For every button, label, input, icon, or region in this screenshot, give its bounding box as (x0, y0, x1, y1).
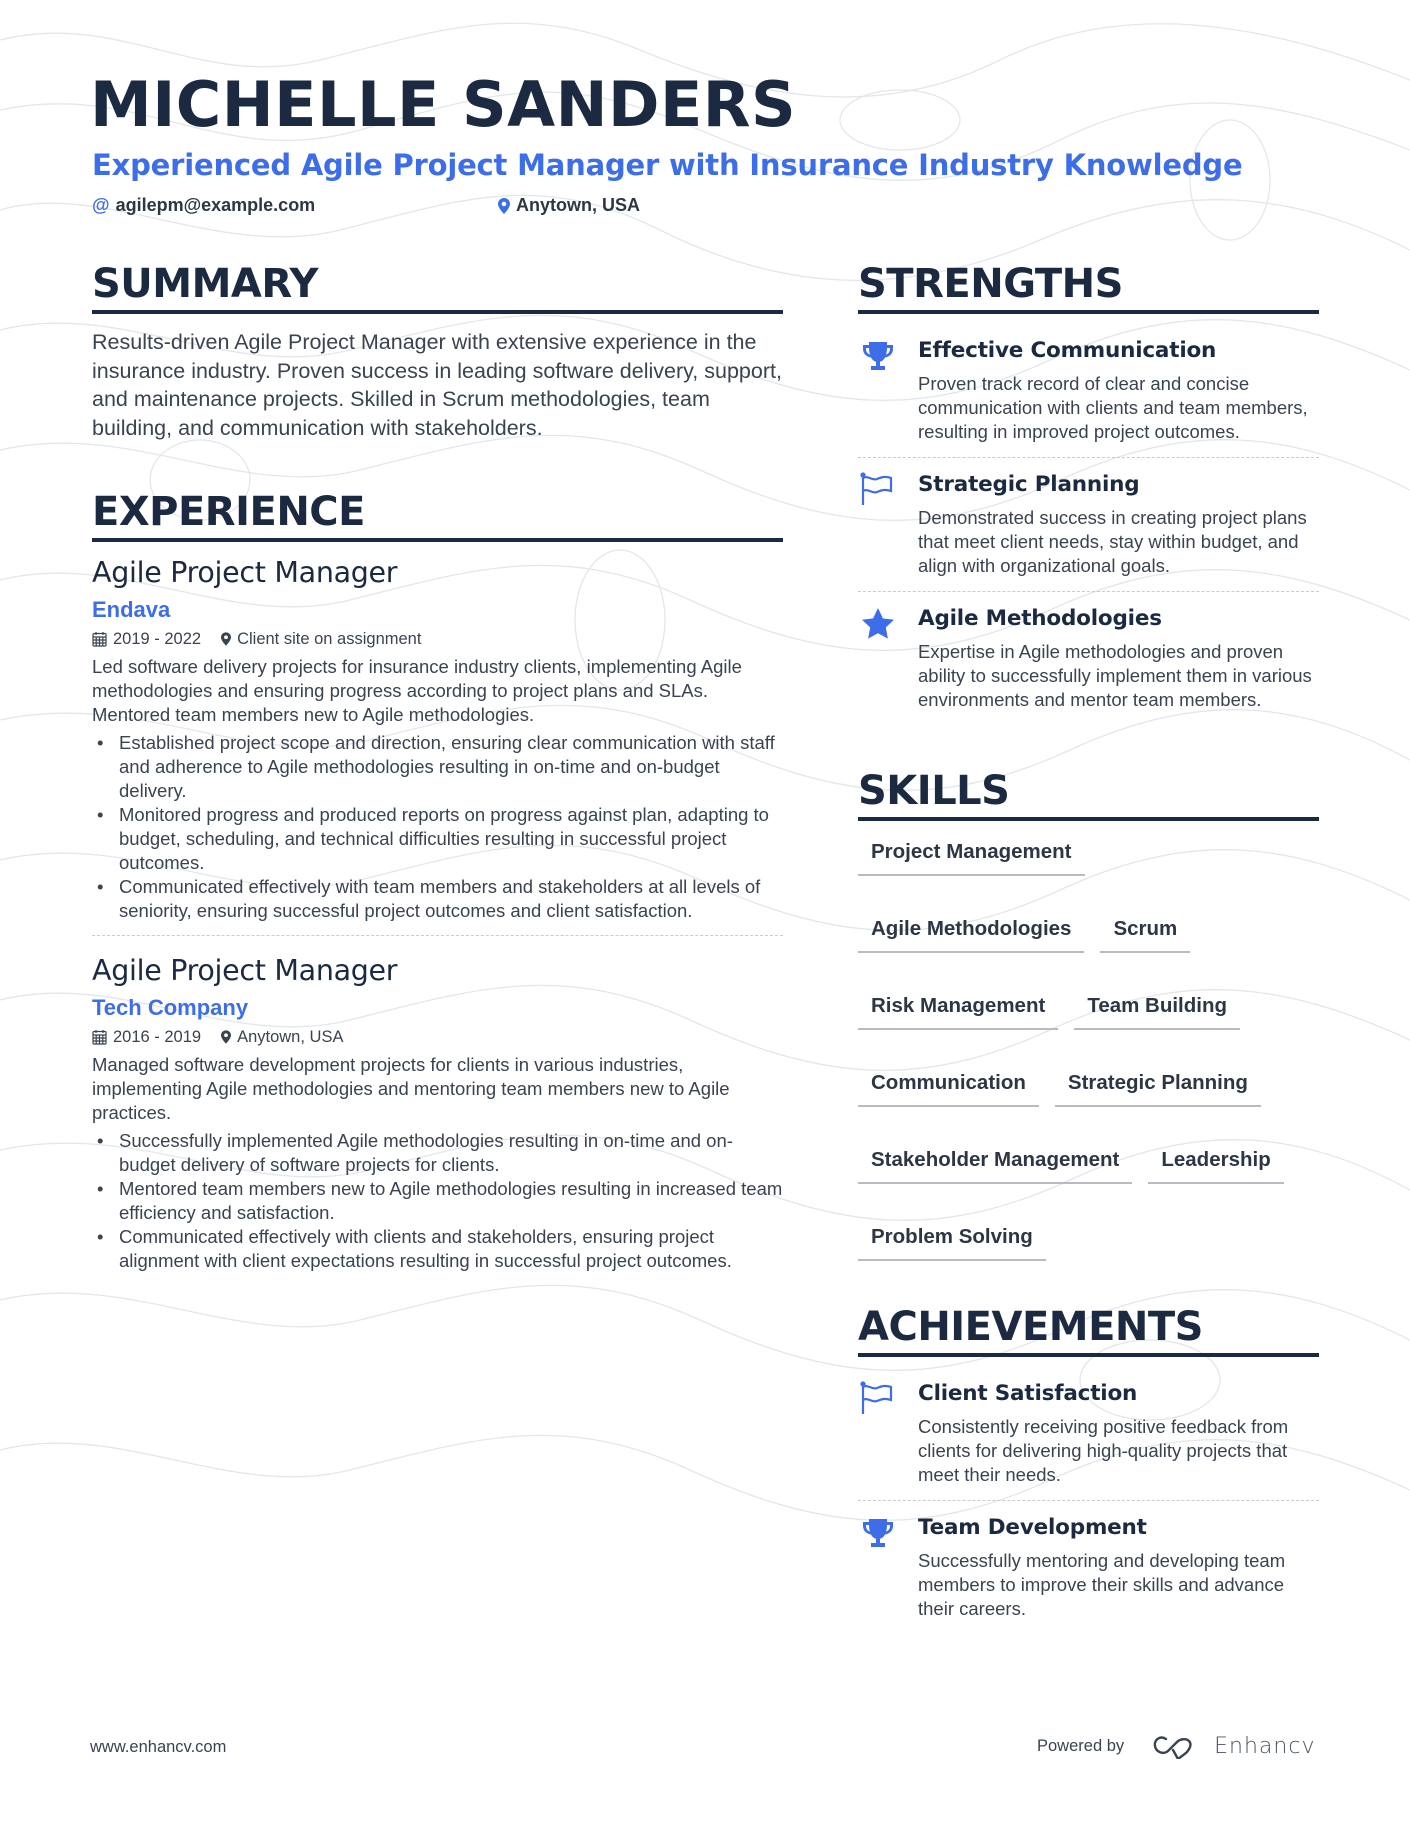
map-pin-icon (221, 1030, 231, 1044)
job-dates: 2016 - 2019 (113, 1028, 202, 1046)
job-bullet: • Communicated effectively with clients and stakeholders, ensuring project alignment with client expectations resulting in successful project outcomes. (92, 1225, 783, 1273)
section-title-achievements: ACHIEVEMENTS (858, 1305, 1319, 1357)
job-meta (92, 1026, 783, 1048)
skill-tag: Leadership (1148, 1143, 1283, 1184)
strength-title: Effective Communication (918, 338, 1217, 363)
calendar-icon (92, 631, 107, 647)
section-title-summary: SUMMARY (92, 262, 783, 314)
job-title: Agile Project Manager (92, 954, 398, 987)
enhancv-logo-icon (1152, 1733, 1200, 1759)
job-dates: 2019 - 2022 (113, 630, 202, 648)
job-description: Managed software development projects for clients in various industries, implementing Agile methodologies and mentoring team members new to Agile practices. (92, 1054, 730, 1123)
strength-description: Proven track record of clear and concise communication with clients and team members, resulting in improved project outcomes. (918, 373, 1308, 442)
achievements-list (858, 1367, 1319, 1634)
powered-by-label: Powered by (1037, 1736, 1125, 1755)
section-title-strengths: STRENGTHS (858, 262, 1319, 314)
flag-icon (860, 1381, 896, 1417)
achievements-section (858, 1305, 1319, 1634)
achievement-title: Client Satisfaction (918, 1381, 1138, 1406)
section-title-experience: EXPERIENCE (92, 490, 783, 542)
skills-section (858, 769, 1319, 1261)
job-bullets (92, 1129, 783, 1273)
skill-tag: Risk Management (858, 989, 1058, 1030)
job-bullet: • Successfully implemented Agile methodologies resulting in on-time and on-budget delivery of software projects for clients. (92, 1129, 783, 1177)
experience-item (92, 935, 783, 1273)
job-location: Anytown, USA (237, 1028, 344, 1046)
skill-tag: Problem Solving (858, 1220, 1046, 1261)
email-text: agilepm@example.com (115, 195, 316, 215)
contact-location (498, 195, 640, 216)
footer-website-link[interactable]: www.enhancv.com (90, 1738, 227, 1756)
star-icon (860, 606, 896, 642)
strengths-list (858, 324, 1319, 725)
achievement-item (858, 1367, 1319, 1500)
at-icon: @ (92, 195, 110, 215)
job-bullet: • Monitored progress and produced reports on progress against plan, adapting to budget, scheduling, and technical difficulties resulting in successful project outcomes. (92, 803, 783, 875)
strength-title: Strategic Planning (918, 472, 1140, 497)
skill-tag: Agile Methodologies (858, 912, 1084, 953)
company-name: Endava (92, 597, 171, 622)
strength-title: Agile Methodologies (918, 606, 1162, 631)
location-text: Anytown, USA (516, 195, 640, 215)
experience-item (92, 542, 783, 923)
strength-item (858, 591, 1319, 725)
section-title-skills: SKILLS (858, 769, 1319, 821)
map-pin-icon (221, 632, 231, 646)
skill-tag: Strategic Planning (1055, 1066, 1261, 1107)
skills-list (858, 835, 1319, 1261)
map-pin-icon (498, 198, 510, 214)
skill-tag: Team Building (1074, 989, 1240, 1030)
achievement-description: Successfully mentoring and developing team members to improve their skills and advance their careers. (918, 1550, 1286, 1619)
job-bullets (92, 731, 783, 923)
strengths-section (858, 262, 1319, 725)
job-meta (92, 628, 783, 650)
skill-tag: Communication (858, 1066, 1039, 1107)
contact-email[interactable] (92, 195, 315, 216)
trophy-icon (860, 338, 896, 374)
summary-text: Results-driven Agile Project Manager with extensive experience in the insurance industry. Proven success in leading software delivery, support, and maintenance projects. Skilled in Scrum methodologies, team building, and communication with stakeholders. (92, 330, 782, 440)
candidate-headline: Experienced Agile Project Manager with Insurance Industry Knowledge (92, 148, 1243, 182)
skill-tag: Stakeholder Management (858, 1143, 1132, 1184)
job-title: Agile Project Manager (92, 556, 398, 589)
job-bullet: • Communicated effectively with team members and stakeholders at all levels of seniority, ensuring successful project outcomes and client satisfaction. (92, 875, 783, 923)
job-description: Led software delivery projects for insurance industry clients, implementing Agile methodologies and ensuring progress according to project plans and SLAs. Mentored team members new to Agile methodologies. (92, 656, 742, 725)
trophy-icon (860, 1515, 896, 1551)
right-column (858, 262, 1319, 1634)
brand-name: Enhancv (1214, 1733, 1316, 1759)
achievement-item (858, 1500, 1319, 1634)
flag-icon (860, 472, 896, 508)
skill-tag: Project Management (858, 835, 1085, 876)
experience-section (92, 490, 783, 1273)
footer-branding[interactable] (1037, 1733, 1315, 1759)
achievement-title: Team Development (918, 1515, 1147, 1540)
summary-section (92, 262, 783, 442)
achievement-description: Consistently receiving positive feedback from clients for delivering high-quality projects that meet their needs. (918, 1416, 1289, 1485)
strength-item (858, 324, 1319, 457)
job-bullet: • Established project scope and direction, ensuring clear communication with staff and adherence to Agile methodologies resulting in on-time and on-budget delivery. (92, 731, 783, 803)
left-column (92, 262, 783, 1273)
job-bullet: • Mentored team members new to Agile methodologies resulting in increased team efficiency and satisfaction. (92, 1177, 783, 1225)
calendar-icon (92, 1029, 107, 1045)
company-name: Tech Company (92, 995, 249, 1020)
strength-item (858, 457, 1319, 591)
strength-description: Demonstrated success in creating project plans that meet client needs, stay within budget, and align with organizational goals. (918, 507, 1307, 576)
strength-description: Expertise in Agile methodologies and proven ability to successfully implement them in various environments and mentor team members. (918, 641, 1312, 710)
job-location: Client site on assignment (237, 630, 422, 648)
candidate-name: MICHELLE SANDERS (90, 68, 797, 141)
skill-tag: Scrum (1100, 912, 1190, 953)
